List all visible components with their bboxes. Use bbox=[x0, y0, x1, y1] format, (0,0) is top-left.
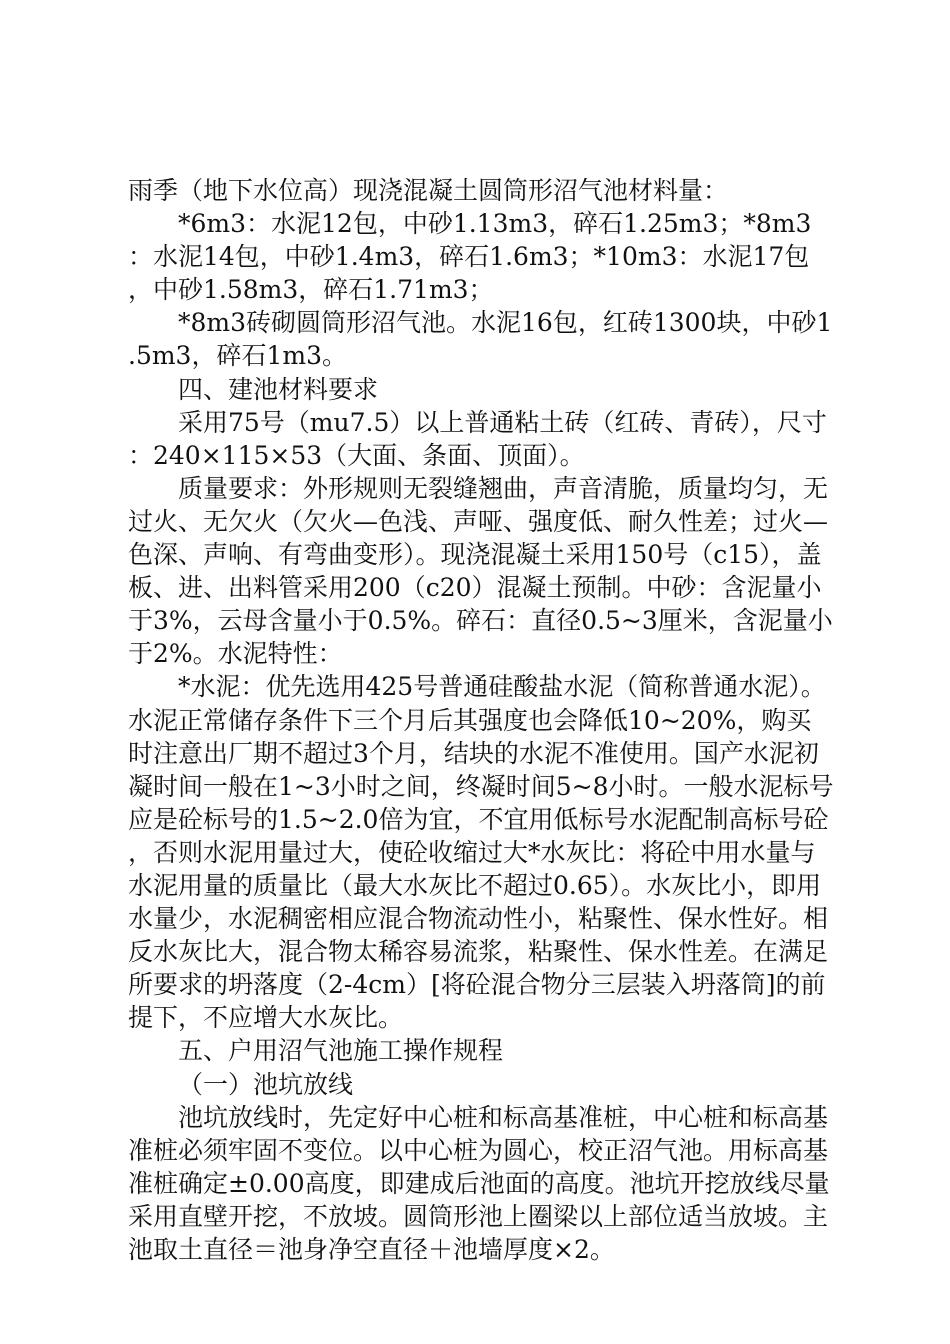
paragraph-quality-requirements: 质量要求：外形规则无裂缝翘曲，声音清脆，质量均匀，无过火、无欠火（欠火—色浅、声哑、强度低、耐久性差；过火—色深、声响、有弯曲变形）。现浇混凝土采用150号（c15），盖板、进、出料管采用200（c20）混凝土预制。中砂：含泥量小于3%，云母含量小于0.5%。碎石：直径0.5~3厘米，含泥量小于2%。水泥特性： bbox=[128, 473, 833, 669]
section-heading-5: 五、户用沼气池施工操作规程 bbox=[178, 1036, 504, 1066]
paragraph-brick-pool-materials: *8m3砖砌圆筒形沼气池。水泥16包，红砖1300块，中砂1.5m3，碎石1m3。 bbox=[128, 308, 833, 371]
subsection-heading-1: （一）池坑放线 bbox=[178, 1069, 354, 1099]
paragraph-brick-requirements: 采用75号（mu7.5）以上普通粘土砖（红砖、青砖），尺寸：240×115×53（大面、条面、顶面）。 bbox=[128, 407, 827, 470]
paragraph-cement-properties: *水泥：优先选用425号普通硅酸盐水泥（简称普通水泥）。水泥正常储存条件下三个月后其强度也会降低10~20%，购买时注意出厂期不超过3个月，结块的水泥不准使用。国产水泥初凝时间一般在1~3小时之间，终凝时间5~8小时。一般水泥标号应是砼标号的1.5~2.0倍为宜，不宜用低标号水泥配制高标号砼，否则水泥用量过大，使砼收缩过大*水灰比：将砼中用水量与水泥用量的质量比（最大水灰比不超过0.65）。水灰比小，即用水量少，水泥稠密相应混合物流动性小，粘聚性、保水性好。相反水灰比大，混合物太稀容易流浆，粘聚性、保水性差。在满足所要求的坍落度（2-4cm）[将砼混合物分三层装入坍落筒]的前提下，不应增大水灰比。 bbox=[128, 672, 834, 1033]
paragraph-rainy-season-heading: 雨季（地下水位高）现浇混凝土圆筒形沼气池材料量： bbox=[128, 176, 729, 205]
section-heading-4: 四、建池材料要求 bbox=[178, 374, 379, 404]
document-body bbox=[128, 174, 834, 1266]
paragraph-concrete-material-quantities: *6m3：水泥12包，中砂1.13m3，碎石1.25m3；*8m3：水泥14包，中砂1.4m3，碎石1.6m3；*10m3：水泥17包，中砂1.58m3，碎石1.71m3； bbox=[128, 209, 812, 305]
paragraph-pit-layout: 池坑放线时，先定好中心桩和标高基准桩，中心桩和标高基准桩必须牢固不变位。以中心桩为圆心，校正沼气池。用标高基准桩确定±0.00高度，即建成后池面的高度。池坑开挖放线尽量采用直壁开挖，不放坡。圆筒形池上圈梁以上部位适当放坡。主池取土直径＝池身净空直径＋池墙厚度×2。 bbox=[128, 1102, 830, 1264]
